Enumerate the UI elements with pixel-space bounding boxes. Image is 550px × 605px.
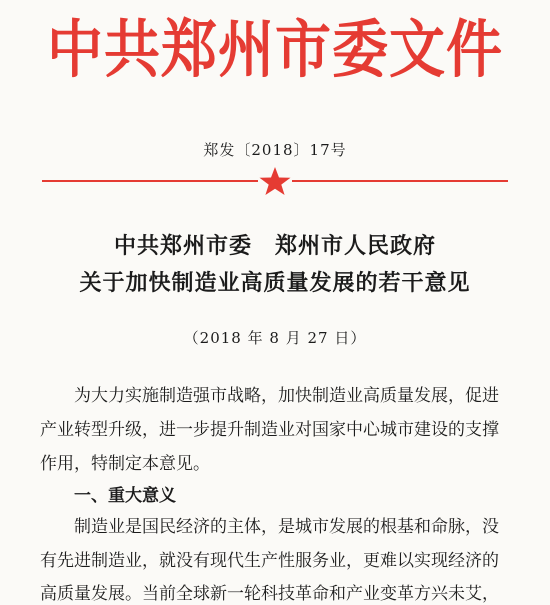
document-title-line-2: 关于加快制造业高质量发展的若干意见 (79, 271, 471, 296)
intro-paragraph-line: 产业转型升级，进一步提升制造业对国家中心城市建设的支撑 (40, 420, 499, 440)
header-title: 中共郑州市委文件 (47, 14, 503, 87)
red-divider-left (42, 180, 258, 182)
intro-paragraph-line: 为大力实施制造强市战略，加快制造业高质量发展，促进 (74, 386, 499, 406)
section-paragraph-line: 高质量发展。当前全球新一轮科技革命和产业变革方兴未艾， (40, 584, 499, 604)
section-paragraph-line: 有先进制造业，就没有现代生产性服务业，更难以实现经济的 (40, 551, 499, 571)
document-date: （2018 年 8 月 27 日） (183, 329, 367, 347)
intro-paragraph-line: 作用，特制定本意见。 (40, 454, 210, 474)
document-number: 郑发〔2018〕17号 (203, 141, 347, 159)
red-star-icon (258, 166, 292, 196)
section-heading: 一、重大意义 (74, 486, 176, 506)
red-divider-right (292, 180, 508, 182)
document-title-line-1: 中共郑州市委 郑州市人民政府 (113, 234, 436, 259)
section-paragraph-line: 制造业是国民经济的主体，是城市发展的根基和命脉，没 (74, 517, 499, 537)
